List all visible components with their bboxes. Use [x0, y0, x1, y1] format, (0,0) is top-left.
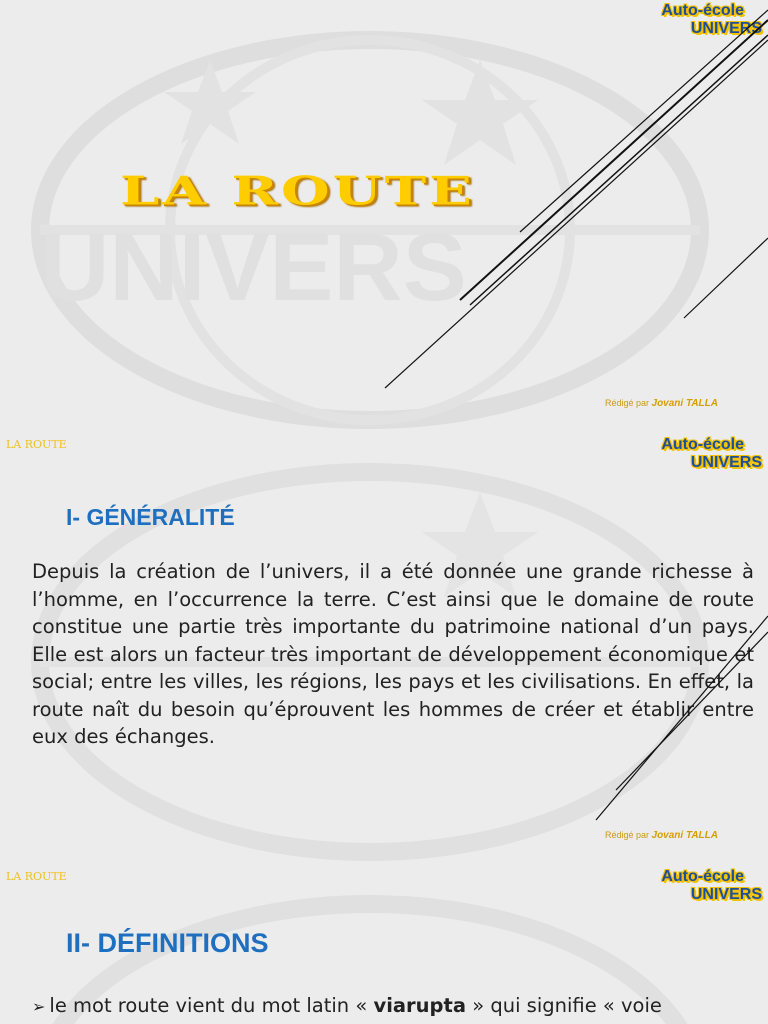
bullet-text-before: le mot route vient du mot latin « [49, 994, 374, 1017]
decorative-lines [0, 432, 768, 864]
brand-line1: Auto-école [661, 436, 744, 453]
title-slide [0, 0, 768, 432]
brand-line1: Auto-école [661, 868, 744, 885]
author-credit [605, 830, 718, 841]
bullet-text-bold: viarupta [373, 994, 466, 1017]
brand-line2: UNIVERS [690, 454, 762, 471]
bullet-text-after: » qui signifie « voie [466, 994, 662, 1017]
definitions-slide [0, 864, 768, 1024]
corner-label: LA ROUTE [6, 438, 67, 451]
slide-title: LA ROUTE [120, 168, 475, 215]
brand-line2: UNIVERS [690, 886, 762, 903]
credit-prefix: Rédigé par [604, 398, 649, 408]
brand-line2: UNIVERS [690, 20, 762, 37]
brand-logo [661, 868, 762, 904]
credit-prefix: Rédigé par [604, 830, 649, 840]
decorative-lines [0, 0, 768, 432]
author-credit [605, 398, 718, 409]
svg-text:UNIVERS: UNIVERS [40, 214, 467, 321]
body-paragraph: Depuis la création de l’univers, il a été donnée une grande richesse à l’homme, en l’occurrence la terre. C’est ainsi que le domaine de route constitue une partie très importante du patrimoine national d’un pays. Elle est alors un facteur très important de développement économique et social; entre les villes, les régions, les pays et les civilisations. En effet, la route naît du besoin qu’éprouvent les hommes de créer et établir entre eux des échanges. [32, 560, 754, 748]
section-heading: I- GÉNÉRALITÉ [66, 504, 235, 530]
bullet-arrow-icon: ➢ [32, 997, 46, 1016]
credit-author: Jovani TALLA [651, 398, 718, 409]
credit-author: Jovani TALLA [651, 830, 718, 841]
definition-bullet [32, 992, 754, 1020]
brand-line1: Auto-école [661, 2, 744, 19]
generalite-slide [0, 432, 768, 864]
corner-label: LA ROUTE [6, 870, 67, 883]
section-heading: II- DÉFINITIONS [66, 928, 269, 958]
